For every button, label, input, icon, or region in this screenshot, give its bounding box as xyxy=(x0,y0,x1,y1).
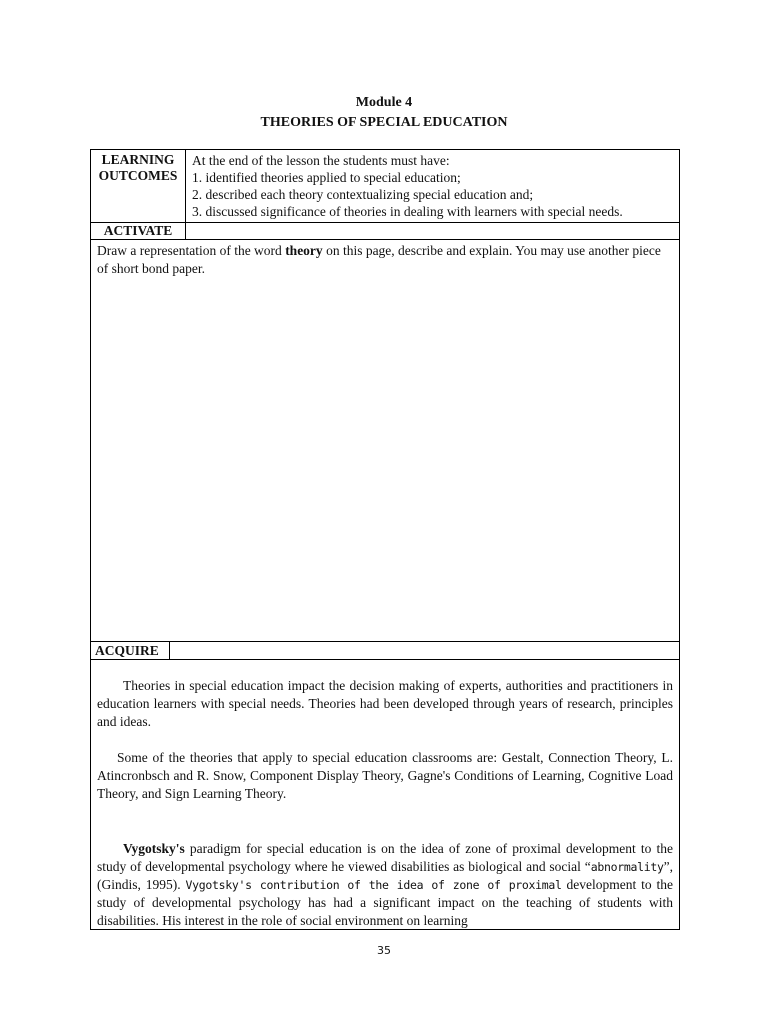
module-number: Module 4 xyxy=(355,95,413,110)
row-divider xyxy=(91,641,679,642)
activate-text-before: Draw a representation of the word xyxy=(97,243,286,258)
lesson-table xyxy=(90,149,680,930)
learning-label-line1: LEARNING xyxy=(101,152,175,167)
page-header xyxy=(0,93,768,133)
acquire-paragraph-1: Theories in special education impact the decision making of experts, authorities and practitioners in education learners with special needs. Theories had been developed through years of research, principles and ideas. xyxy=(97,678,673,729)
learning-label-line2: OUTCOMES xyxy=(98,168,178,183)
activate-text-after: on this page, describe and explain. You may use another piece of short bond paper. xyxy=(97,243,661,276)
p3-text-1: paradigm for special education is on the idea of zone of proximal development to the study of developmental psychology where he viewed disabilities as biological and social “ xyxy=(97,841,673,874)
acquire-divider xyxy=(169,641,170,659)
learning-outcomes-content xyxy=(192,152,623,220)
page-number: 35 xyxy=(377,944,391,957)
row-divider xyxy=(91,659,679,660)
learning-outcomes-label xyxy=(91,152,185,184)
activate-divider xyxy=(185,222,186,239)
acquire-paragraph-2: Some of the theories that apply to special education classrooms are: Gestalt, Connection Theory, L. Atincronbsch and R. Snow, Component Display Theory, Gagne's Conditions of Learning, Cognitive Load Theory, and Sign Learning Theory. xyxy=(97,750,673,801)
acquire-label: ACQUIRE xyxy=(95,643,159,658)
p3-mono-1: abnormality xyxy=(590,860,664,874)
outcomes-intro: At the end of the lesson the students must have: xyxy=(192,153,450,168)
activate-keyword: theory xyxy=(285,243,323,258)
outcome-item: 3. discussed significance of theories in dealing with learners with special needs. xyxy=(192,204,623,219)
p3-text-2: ”, (Gindis, 1995). xyxy=(97,859,673,892)
outcome-item: 2. described each theory contextualizing special education and; xyxy=(192,187,534,202)
outcome-item: 1. identified theories applied to special education; xyxy=(192,170,461,185)
p3-mono-2: Vygotsky's contribution of the idea of zone of proximal xyxy=(185,878,562,892)
p3-text-3: development to the study of developmental psychology has had a significant impact on the teaching of students with disabilities. His interest in the role of social environment on learning xyxy=(97,877,673,928)
activate-label: ACTIVATE xyxy=(103,223,173,238)
acquire-paragraph-3 xyxy=(97,840,673,930)
module-title: THEORIES OF SPECIAL EDUCATION xyxy=(260,115,508,130)
row-divider xyxy=(91,239,679,240)
activate-instructions xyxy=(97,242,673,278)
outcomes-divider xyxy=(185,150,186,222)
vygotsky-name: Vygotsky's xyxy=(123,841,185,856)
